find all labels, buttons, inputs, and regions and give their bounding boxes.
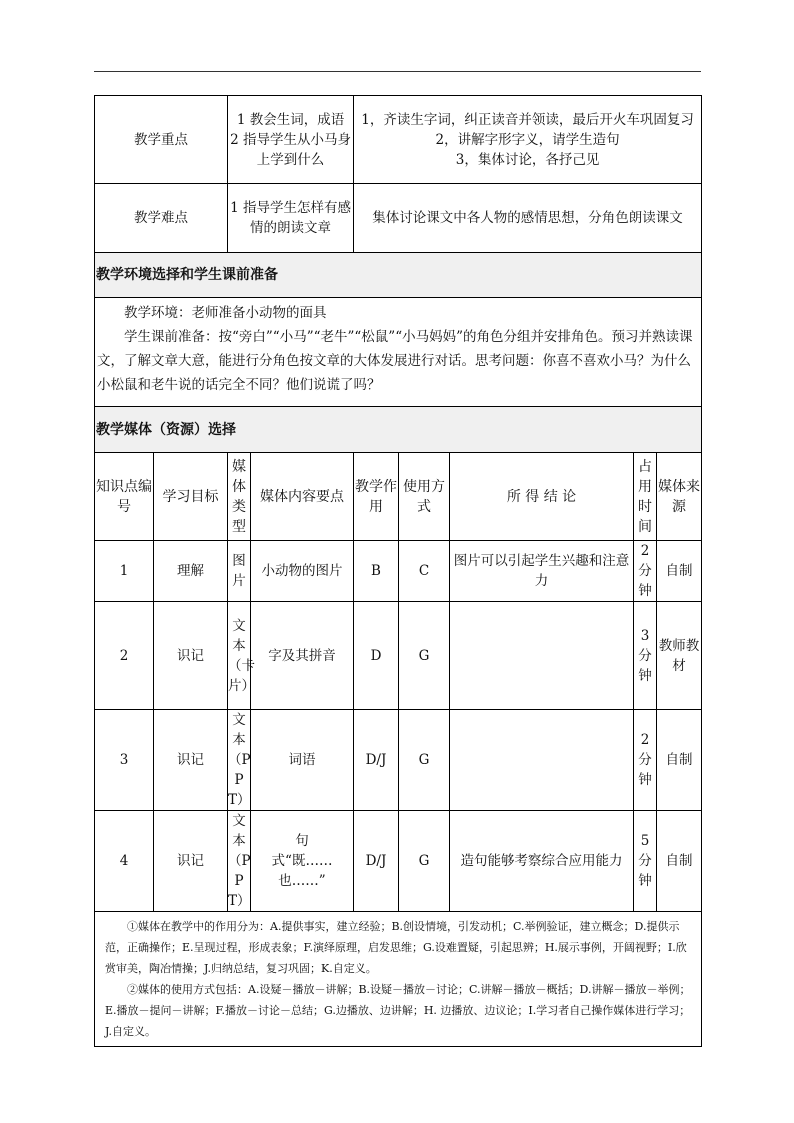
env-section-title: 教学环境选择和学生课前准备	[95, 253, 702, 298]
row-time: 3 分钟	[634, 602, 657, 710]
row-source: 自制	[657, 541, 702, 602]
row-content: 小动物的图片	[251, 541, 354, 602]
difficulty-label: 教学难点	[95, 184, 228, 253]
col-knowledge: 知识点编 号	[95, 453, 154, 541]
col-time: 占用时间	[634, 453, 657, 541]
focus-goal-2: 2 指导学生从小马身上学到什么	[230, 131, 351, 168]
difficulty-goal: 1 指导学生怎样有感情的朗读文章	[228, 184, 354, 253]
table-row	[95, 541, 702, 602]
col-usage: 使用方式	[399, 453, 450, 541]
focus-methods	[354, 96, 702, 184]
row-objective: 识记	[154, 710, 228, 811]
row-no: 1	[95, 541, 154, 602]
col-media-type: 媒体类型	[228, 453, 251, 541]
focus-method-3: 3，集体讨论，各抒己见	[455, 151, 600, 168]
row-conclusion: 造句能够考察综合应用能力	[450, 811, 634, 912]
table-row	[95, 811, 702, 912]
note-media-roles: ①媒体在教学中的作用分为：A.提供事实，建立经验；B.创设情境，引发动机；C.举例验证，建立概念；D.提供示范，正确操作；E.呈现过程，形成表象；F.演绎原理，启发思维；G.设难置疑，引起思辨；H.展示事例，开阔视野；I.欣赏审美，陶冶情操；J.归纳总结，复习巩固；K.自定义。	[105, 920, 687, 975]
row-conclusion: 图片可以引起学生兴趣和注意力	[450, 541, 634, 602]
row-source: 教师教材	[657, 602, 702, 710]
col-objective: 学习目标	[154, 453, 228, 541]
row-usage: G	[399, 811, 450, 912]
row-type: 文本（卡片）	[228, 602, 251, 710]
row-content: 句式“既……也……”	[251, 811, 354, 912]
difficulty-method: 集体讨论课文中各人物的感情思想，分角色朗读课文	[354, 184, 702, 253]
row-time: 5 分钟	[634, 811, 657, 912]
row-usage: C	[399, 541, 450, 602]
focus-goals	[228, 96, 354, 184]
env-content	[95, 298, 702, 407]
focus-goal-1: 1 教会生词，成语	[236, 111, 345, 128]
row-role: D/J	[354, 811, 399, 912]
row-content: 词语	[251, 710, 354, 811]
focus-label: 教学重点	[95, 96, 228, 184]
row-source: 自制	[657, 710, 702, 811]
row-type: 文本（PPT）	[228, 811, 251, 912]
row-no: 4	[95, 811, 154, 912]
col-role: 教学作用	[354, 453, 399, 541]
row-role: B	[354, 541, 399, 602]
env-line-2: 学生课前准备：按“旁白”“小马”“老牛”“松鼠”“小马妈妈”的角色分组并安排角色。预习并熟读课文，了解文章大意，能进行分角色按文章的大体发展进行对话。思考问题：你喜不喜欢小马？为什么小松鼠和老牛说的话完全不同？他们说谎了吗？	[97, 329, 693, 393]
col-source: 媒体来源	[657, 453, 702, 541]
col-content: 媒体内容要点	[251, 453, 354, 541]
media-section-title: 教学媒体（资源）选择	[95, 407, 702, 453]
row-usage: G	[399, 710, 450, 811]
row-objective: 识记	[154, 811, 228, 912]
table-row	[95, 602, 702, 710]
table-row	[95, 710, 702, 811]
media-section-row	[95, 407, 702, 453]
row-type: 文本（PPT）	[228, 710, 251, 811]
focus-method-2: 2，讲解字形字义，请学生造句	[435, 131, 620, 148]
row-no: 2	[95, 602, 154, 710]
notes-row	[95, 912, 702, 1047]
row-usage: G	[399, 602, 450, 710]
header-rule	[94, 71, 701, 72]
row-conclusion	[450, 602, 634, 710]
env-line-1: 教学环境：老师准备小动物的面具	[124, 305, 327, 321]
notes-cell	[95, 912, 702, 1047]
env-section-row	[95, 253, 702, 298]
row-time: 2 分钟	[634, 541, 657, 602]
row-content: 字及其拼音	[251, 602, 354, 710]
row-type: 图片	[228, 541, 251, 602]
difficulty-row	[95, 184, 702, 253]
note-media-usage: ②媒体的使用方式包括：A.设疑－播放－讲解；B.设疑－播放－讨论；C.讲解－播放－概括；D.讲解－播放－举例；E.播放－提问－讲解；F.播放－讨论－总结；G.边播放、边讲解；H. 边播放、边议论；I.学习者自己操作媒体进行学习；J.自定义。	[105, 983, 691, 1038]
row-no: 3	[95, 710, 154, 811]
row-time: 2 分钟	[634, 710, 657, 811]
media-header-row	[95, 453, 702, 541]
focus-method-1: 1，齐读生字词，纠正读音并领读，最后开火车巩固复习	[361, 111, 694, 128]
row-objective: 识记	[154, 602, 228, 710]
col-conclusion: 所 得 结 论	[450, 453, 634, 541]
row-source: 自制	[657, 811, 702, 912]
lesson-plan-table	[94, 95, 702, 1047]
focus-row	[95, 96, 702, 184]
env-content-row	[95, 298, 702, 407]
row-role: D	[354, 602, 399, 710]
row-role: D/J	[354, 710, 399, 811]
row-conclusion	[450, 710, 634, 811]
row-objective: 理解	[154, 541, 228, 602]
